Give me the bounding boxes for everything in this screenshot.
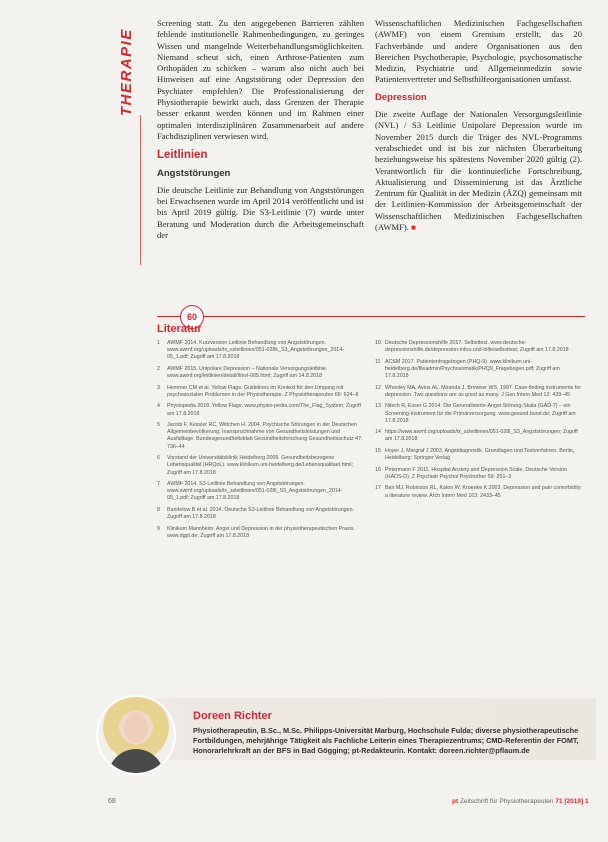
reference-number: 10 [375,340,381,346]
page-number: 68 [108,798,116,805]
reference-text: AWMF 2015. Unipolare Depression – Nationale Versorgungsleitlinie. www.awmf.org/leitlinien/detail/ll/nvl-005.html; Zugriff am 14.8.2018 [167,365,328,380]
journal-name: Zeitschrift für Physiotherapeuten [459,798,554,805]
reference-item [375,485,583,499]
reference-text: Klinikum Mannheim. Angst und Depression in der physiotherapeutischen Praxis. www.dgpt.de; Zugriff am 17.8.2018 [167,525,355,539]
author-avatar [96,695,176,775]
reference-number: 4 [157,403,160,410]
reference-text: AWMF 2014. Kurzversion Leitlinie Behandlung von Angststörungen. www.awmf.org/uploads/tx_szleitlinien/051-028k_S3_Angststörungen_2014-05_1.pdf; Zugriff am 17.8.2018 [167,340,344,361]
reference-number: 11 [375,358,381,365]
reference-text: Physiopedia 2018. Yellow Flags. www.physio-pedia.com/The_Flag_System; Zugriff am 17.8.2018 [167,403,361,417]
author-bio: Physiotherapeutin, B.Sc., M.Sc. Philipps-Universität Marburg, Hochschule Fulda; diverse physiotherapeutische Fortbildungen, mehrjährige Tätigkeit als Fachliche Leiterin eines Therapiezentrums; CMD-Referentin der FOMT, Honorarlehrkraft an der BFS in Bad Gögging; pt-Redakteurin. Kontakt: doreen.richter@pflaum.de [193,726,579,755]
reference-text: Hemmer CM et al. Yellow Flags: Guidelines im Kontext für den Umgang mit psychosozialen Problemen in der Physiotherapie. Z Physiotherapeuten 66: 624–8 [167,384,359,398]
reference-text: Nitsch R, Esser G 2014. Die Generalisierte-Angst-Störung-Skala (GAD-7) – ein Screening-Instrument für die Primärversorgung. www.gesund.bund.de; Zugriff am 17.8.2018 [385,403,576,424]
reference-item [157,481,363,503]
avatar-face [124,713,148,743]
reference-number: 5 [157,422,160,429]
text-column-right [375,18,582,233]
reference-number: 9 [157,525,160,532]
reference-item [375,340,583,354]
reference-number: 7 [157,481,160,488]
literature-divider [157,316,585,317]
reference-number: 3 [157,384,160,391]
section-divider-line [140,115,141,265]
reference-number: 1 [157,340,160,346]
end-mark-icon: ■ [411,223,416,233]
reference-text: Bandelow B et al. 2014. Deutsche S3-Leitlinie Behandlung von Angststörungen. Zugriff am 17.8.2018 [167,506,354,521]
reference-number: 16 [375,466,381,473]
reference-item [157,526,363,540]
reference-number: 12 [375,384,381,391]
reference-item [157,340,363,362]
subheading-depression: Depression [375,91,427,103]
reference-text: Hoyer J, Margraf J 2003. Angstdiagnostik. Grundlagen und Testverfahren. Berlin, Heidelberg: Springer Verlag [385,447,575,462]
paragraph-intro: Screening statt. Zu den angegebenen Barrieren zählten fehlende institutionelle Rahmenbedingungen, zu geringes Wissen und mangelnde Weiterbehandlungsmöglichkeiten. Niemand scheut sich, einen Arthrose-Patienten zum Orthopäden zu schicken – warum also nicht auch bei Hinweisen auf eine Angststörung oder Depression den Psychiater empfehlen? Die Professionalisierung der Physiotherapie bewirkt auch, dass Grenzen der Therapie besser erkannt werden können und im Rahmen einer optimalen interdisziplinären Zusammenarbeit auf andere Fachdisziplinen verwiesen wird. [157,18,364,141]
reference-text: https://www.awmf.org/uploads/tx_szleitlinien/051-028l_S3_Angststörungen; Zugriff am 17.8.2018 [385,429,578,443]
reference-number: 17 [375,485,381,492]
literature-heading: Literatur [157,323,202,335]
reference-number: 8 [157,506,160,513]
avatar-shirt [108,749,164,775]
reference-text: Vorstand der Universitätsklinik Heidelberg 2009. Gesundheitsbezogene Lebensqualität (HRQoL). www.klinikum.uni-heidelberg.de/Lebensqualitaet.html; Zugriff am 17.8.2018 [167,455,354,476]
reference-text: Petermann F 2011. Hospital Anxiety and Depression Scale, Deutsche Version (HADS-D). Z Psychiatr Psychol Psychother 59: 251–3 [385,466,567,480]
reference-number: 14 [375,429,381,436]
reference-item [157,403,363,417]
reference-text: Jacobi F, Kessler RC, Wittchen H. 2004. Psychische Störungen in der Deutschen Allgemeinbevölkerung: Inanspruchnahme von Gesundheitsleistungen und Ausfalltage. Bundesgesundheitsblatt Gesundheitsforschung Gesundheitsschutz 47: 736–44 [167,422,363,450]
reference-item [375,448,583,462]
reference-item [375,385,583,399]
reference-text: ACSM 2017. Patientenfragebogen (PHQ-9). www.klinikum.uni-heidelberg.de/fileadmin/Psychosomatik/PHQ9_Fragebogen.pdf; Zugriff am 17.8.2018 [385,358,560,380]
reference-number: 15 [375,447,381,454]
reference-text: AWMF 2014. S3-Leitlinie Behandlung von Angststörungen. www.awmf.org/uploads/tx_szleitlinien/051-028l_S3_Angststörungen_2014-05_1.pdf; Zugriff am 17.8.2018 [167,481,343,502]
reference-number: 6 [157,455,160,462]
paragraph-awmf: Wissenschaftlichen Medizinischen Fachgesellschaften (AWMF) von einem Gremium erstellt, das 20 Fachverbände und andere Organisationen aus den Bereichen Psychotherapie, Psychologie, psychosomatische Medizin, Psychiatrie und Allgemeinmedizin sowie Patientenvertreter und Selbsthilfeorganisationen umfasst. [375,18,582,85]
text-column-left [157,18,364,241]
reference-text: Deutsche Depressionshilfe 2017. Selbsttest. www.deutsche-depressionshilfe.de/depression-infos-und-hilfe/selbsttest; Zugriff am 17.8.2018 [385,340,569,354]
reference-text: Whooley MA, Avins AL, Miranda J, Browner WS. 1997. Case-finding instruments for depression. Two questions are as good as many. J Gen Intern Med 12: 439–45 [385,384,581,398]
paragraph-depression [375,109,582,233]
paragraph-angststoerungen: Die deutsche Leitlinie zur Behandlung von Angststörungen bei Erwachsenen wurde im April 2014 veröffentlicht und ist bis April 2019 gültig. Die S3-Leitlinie (7) wurde unter Beratung und Moderation durch die Arbeitsgemeinschaft der [157,184,364,241]
section-label-vertical: THERAPIE [118,28,135,116]
reference-item [375,467,583,481]
reference-item [375,359,583,381]
paragraph-depression-text: Die zweite Auflage der Nationalen Versorgungsleitlinie (NVL) / S3 Leitlinie Unipolare Depression wurde im November 2015 durch die Träger des NVL-Programms verabschiedet und ist bis zur nächsten Überarbeitung beziehungsweise bis spätestens November 2020 gültig (2). Verantwortlich für die kontinuierliche Fortschreibung, Aktualisierung und Disseminierung ist das Ärztliche Zentrum für Qualität in der Medizin (ÄZQ) gemeinsam mit der Leitlinien-Kommission der Arbeitsgemeinschaft der Wissenschaftlichen Medizinischen Fachgesellschaften (AWMF). [375,109,582,233]
reference-count-badge: 60 [180,305,204,329]
reference-item [157,455,363,477]
reference-item [375,403,583,425]
journal-footer [452,798,589,805]
author-name: Doreen Richter [193,710,272,722]
reference-number: 13 [375,403,381,410]
reference-item [157,366,363,380]
subheading-angststoerungen: Angststörungen [157,167,231,179]
reference-item [157,385,363,399]
reference-number: 2 [157,365,160,372]
journal-prefix: pt [452,798,459,805]
reference-item [375,429,583,443]
reference-list-right [375,340,583,504]
heading-leitlinien: Leitlinien [157,149,208,162]
reference-list-left [157,340,363,544]
reference-item [157,422,363,451]
reference-text: Bair MJ, Robinson RL, Katon W, Kroenke K 2003. Depression and pain comorbidity: a literature review. Arch Intern Med 163: 2433–45 [385,485,582,499]
reference-item [157,507,363,521]
journal-issue: 71 [2019] 1 [555,798,589,805]
